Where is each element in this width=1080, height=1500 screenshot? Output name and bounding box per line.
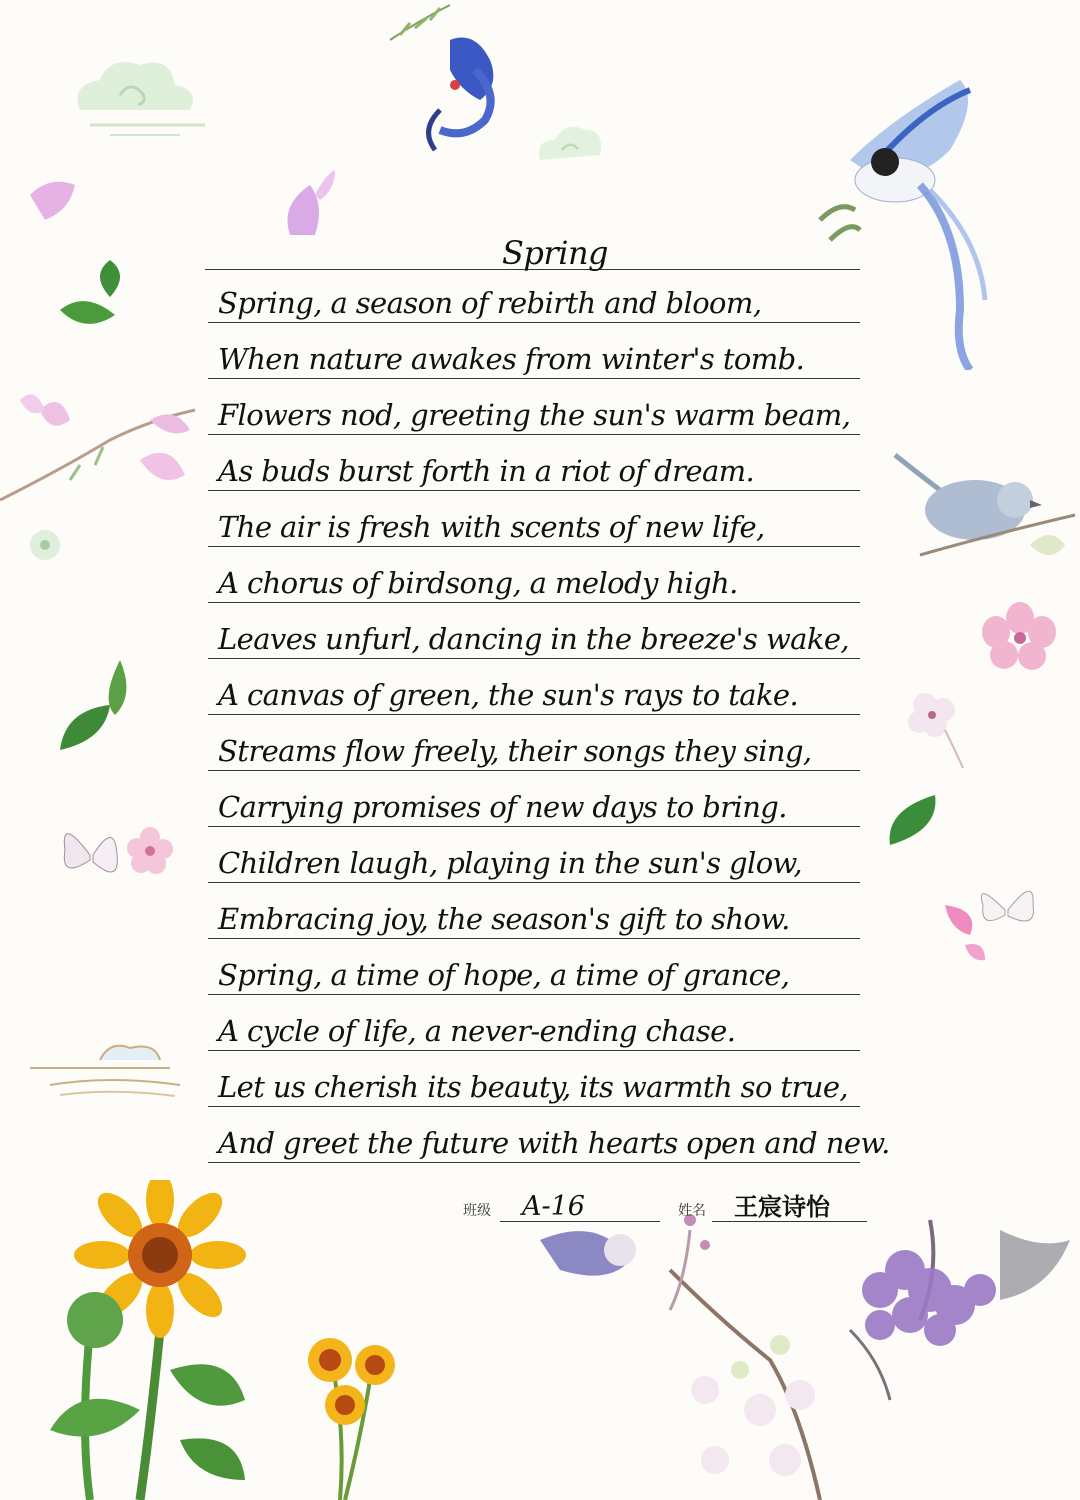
poem-line: Children laugh, playing in the sun's glow, bbox=[208, 843, 860, 883]
daisy-icon bbox=[275, 1320, 415, 1500]
petal-icon bbox=[25, 175, 85, 225]
cloud-icon bbox=[530, 115, 610, 175]
poem-line: A chorus of birdsong, a melody high. bbox=[208, 563, 860, 603]
poem-line: As buds burst forth in a riot of dream. bbox=[208, 451, 860, 491]
poem-line: Streams flow freely, their songs they sing, bbox=[208, 731, 860, 771]
swallow-icon bbox=[380, 0, 520, 160]
leaf-icon bbox=[55, 290, 120, 335]
butterfly-icon bbox=[55, 810, 125, 895]
poem-line: When nature awakes from winter's tomb. bbox=[208, 339, 860, 379]
blossom-branch-icon bbox=[540, 1210, 840, 1500]
magpie-icon bbox=[810, 70, 1010, 370]
cloud-icon bbox=[30, 1030, 190, 1100]
sparrow-icon bbox=[890, 445, 1080, 575]
petal-icon bbox=[280, 165, 340, 245]
leaf-icon bbox=[880, 790, 940, 850]
poem-line: Spring, a time of hope, a time of grance, bbox=[208, 955, 860, 995]
poem-line: A cycle of life, a never-ending chase. bbox=[208, 1011, 860, 1051]
name-label: 姓名 bbox=[678, 1203, 706, 1219]
poem-line: Spring, a season of rebirth and bloom, bbox=[208, 283, 860, 323]
poem-line: A canvas of green, the sun's rays to take. bbox=[208, 675, 860, 715]
poem-line: Let us cherish its beauty, its warmth so true, bbox=[208, 1067, 860, 1107]
class-value: A-16 bbox=[500, 1192, 660, 1222]
flower-icon bbox=[25, 525, 65, 565]
poem-line: Leaves unfurl, dancing in the breeze's wake, bbox=[208, 619, 860, 659]
petal-icon bbox=[940, 900, 990, 965]
flower-icon bbox=[980, 600, 1060, 670]
class-label: 班级 bbox=[463, 1203, 491, 1219]
cloud-icon bbox=[60, 40, 210, 140]
lilac-icon bbox=[820, 1210, 1080, 1410]
poem-line: The air is fresh with scents of new life, bbox=[208, 507, 860, 547]
branch-icon bbox=[0, 380, 200, 510]
name-value: 王宸诗怡 bbox=[712, 1192, 867, 1222]
poem-line: Embracing joy, the season's gift to show. bbox=[208, 899, 860, 939]
sunflower-icon bbox=[30, 1180, 260, 1500]
poem-title: Spring bbox=[502, 234, 609, 272]
poem-line: Carrying promises of new days to bring. bbox=[208, 787, 860, 827]
flower-icon bbox=[125, 825, 175, 875]
flower-icon bbox=[905, 690, 965, 770]
poem-line: Flowers nod, greeting the sun's warm beam, bbox=[208, 395, 860, 435]
poem-line: And greet the future with hearts open and new. bbox=[208, 1123, 860, 1163]
leaf-icon bbox=[55, 655, 135, 755]
